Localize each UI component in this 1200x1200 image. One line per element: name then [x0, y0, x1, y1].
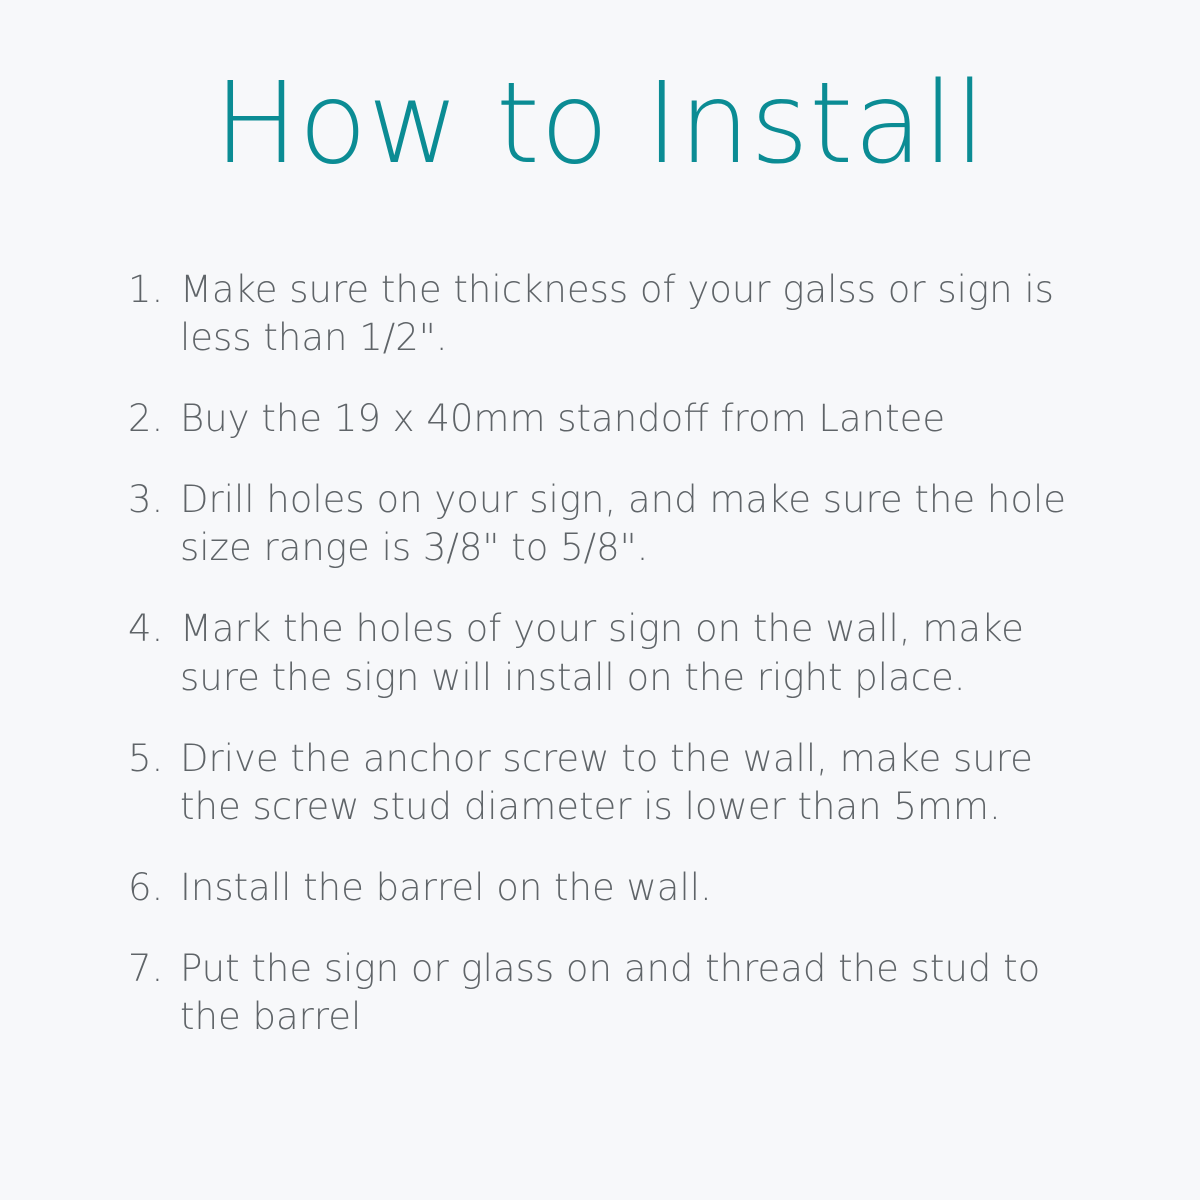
step-text: Make sure the thickness of your galss or sign is less than 1/2".	[180, 268, 1054, 360]
step-text: Drill holes on your sign, and make sure the hole size range is 3/8" to 5/8".	[180, 478, 1066, 570]
step-text: Drive the anchor screw to the wall, make sure the screw stud diameter is lower than 5mm.	[180, 736, 1033, 828]
list-item	[128, 266, 1090, 362]
list-item	[128, 395, 1090, 443]
step-text: Put the sign or glass on and thread the stud to the barrel	[180, 946, 1041, 1039]
list-item	[128, 945, 1090, 1041]
installation-steps-list	[0, 266, 1200, 1041]
step-number: 6.	[128, 865, 164, 909]
step-number: 5.	[128, 736, 164, 780]
step-text: Buy the 19 x 40mm standoff from Lantee	[180, 397, 946, 441]
page-title: How to Install	[213, 59, 987, 189]
step-number: 1.	[128, 268, 164, 311]
list-item	[128, 605, 1090, 701]
step-number: 4.	[128, 607, 164, 651]
list-item	[128, 476, 1090, 572]
list-item	[128, 735, 1090, 831]
list-item	[128, 864, 1090, 912]
step-text: Mark the holes of your sign on the wall, make sure the sign will install on the right place.	[180, 607, 1024, 699]
step-number: 3.	[128, 478, 164, 522]
step-number: 2.	[128, 397, 164, 441]
step-text: Install the barrel on the wall.	[180, 865, 712, 909]
step-number: 7.	[128, 946, 164, 990]
